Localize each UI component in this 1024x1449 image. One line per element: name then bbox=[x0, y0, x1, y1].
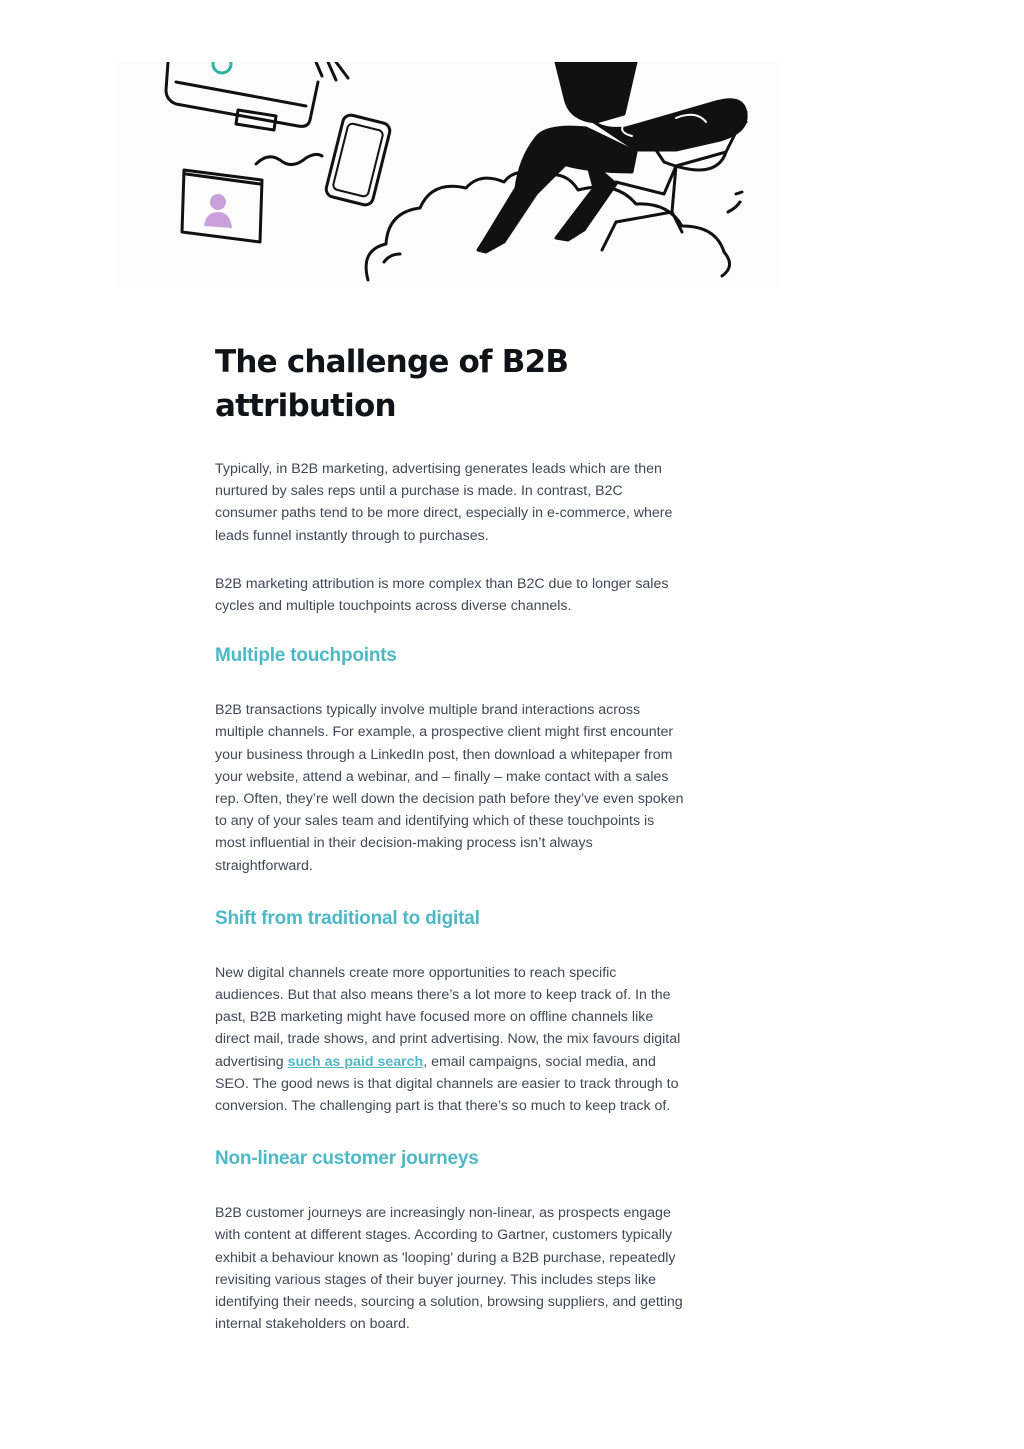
section-paragraph-non-linear-journeys: B2B customer journeys are increasingly non-linear, as prospects engage with content at different stages. According to Gartner, customers typically exhibit a behaviour known as 'looping' during a B2B purchase, repeatedly revisiting various stages of their buyer journey. This includes steps like identifying their needs, sourcing a solution, browsing suppliers, and getting internal stakeholders on board. bbox=[215, 1205, 683, 1333]
section-heading-non-linear-journeys: Non-linear customer journeys bbox=[215, 1148, 479, 1170]
squiggle-icon bbox=[256, 154, 322, 164]
section-heading-multiple-touchpoints: Multiple touchpoints bbox=[215, 645, 397, 667]
paragraph-text-after-link: , email campaigns, social media, and SEO. The good news is that digital channels are easier to track through to conversion. The challenging part is that there’s so much to keep track of. bbox=[215, 1053, 679, 1115]
intro-paragraph: Typically, in B2B marketing, advertising generates leads which are then nurtured by sales reps until a purchase is made. In contrast, B2C consumer paths tend to be more direct, especially in e-commerce, where leads funnel instantly through to purchases. bbox=[215, 461, 673, 544]
person-illustration bbox=[478, 62, 746, 252]
paragraph-text-before-link: New digital channels create more opportunities to reach specific audiences. But that also means there’s a lot more to keep track of. In the past, B2B marketing might have focused more on offline channels like direct mail, trade shows, and print advertising. Now, the mix favours digital advertising bbox=[215, 964, 681, 1070]
page-title: The challenge of B2B attribution bbox=[215, 344, 569, 424]
summary-paragraph: B2B marketing attribution is more complex than B2C due to longer sales cycles and multiple touchpoints across diverse channels. bbox=[215, 575, 669, 615]
article bbox=[215, 340, 685, 1335]
section-paragraph-multiple-touchpoints: B2B transactions typically involve multiple brand interactions across multiple channels. For example, a prospective client might first encounter your business through a LinkedIn post, then download a whitepaper from your website, attend a webinar, and – finally – make contact with a sales rep. Often, they’re well down the decision path before they’ve even spoken to any of your sales team and identifying which of these touchpoints is most influential in their decision-making process isn’t always straightforward. bbox=[215, 702, 684, 874]
paid-search-link[interactable]: such as paid search bbox=[287, 1053, 424, 1070]
laptop-icon bbox=[166, 62, 348, 130]
section-heading-shift-to-digital: Shift from traditional to digital bbox=[215, 907, 480, 929]
hero-illustration bbox=[116, 62, 780, 288]
tablet-icon bbox=[182, 170, 262, 242]
phone-icon bbox=[325, 113, 392, 206]
cloud-icon bbox=[366, 172, 742, 280]
section-paragraph-shift-to-digital bbox=[215, 962, 685, 1117]
